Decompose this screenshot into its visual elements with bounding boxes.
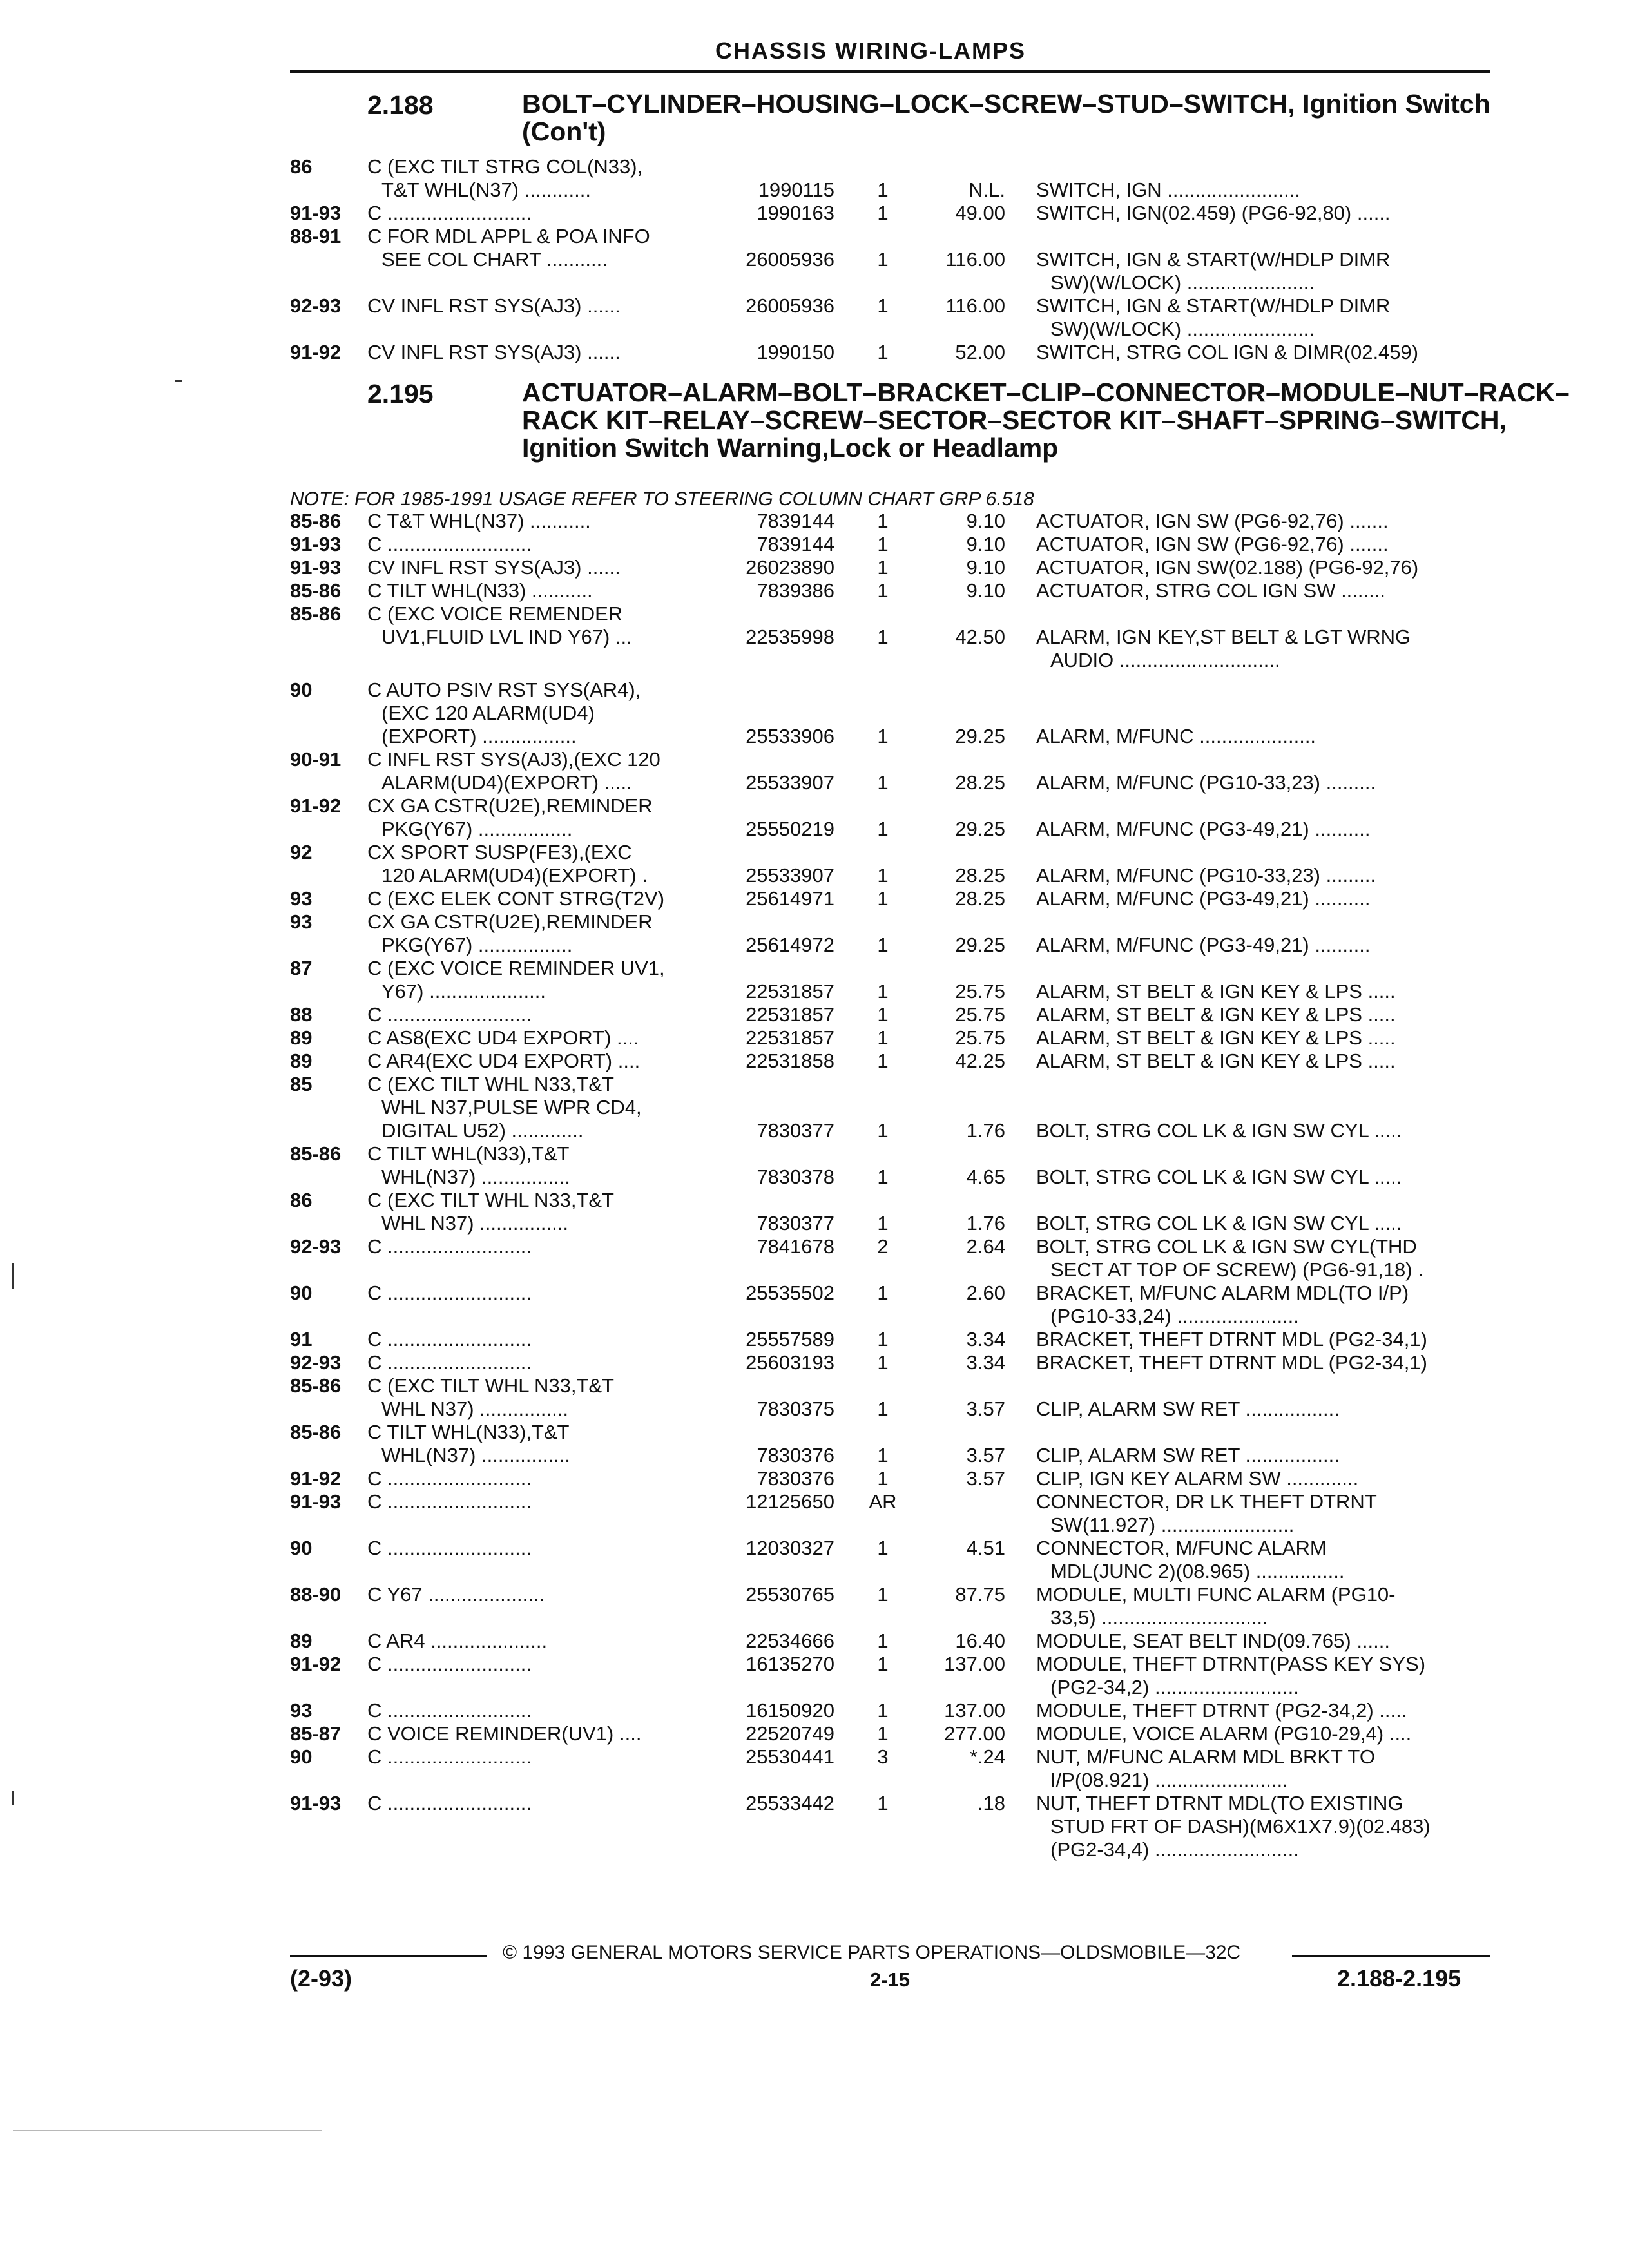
row-model-year: 91-93 xyxy=(290,202,342,224)
row-part-name-continued: I/P(08.921) ........................ xyxy=(1050,1769,1288,1791)
row-price: 52.00 xyxy=(955,341,1005,363)
row-part-number: 22531857 xyxy=(746,1003,834,1026)
row-quantity: 1 xyxy=(877,1282,889,1304)
row-model-year: 85-86 xyxy=(290,510,342,532)
row-part-number: 22531858 xyxy=(746,1050,834,1072)
row-price: 137.00 xyxy=(944,1699,1005,1722)
page-header-title: CHASSIS WIRING-LAMPS xyxy=(715,37,1027,64)
row-quantity: 1 xyxy=(877,626,889,648)
row-usage: CV INFL RST SYS(AJ3) ...... xyxy=(367,341,621,363)
row-model-year: 91-92 xyxy=(290,794,342,817)
row-quantity: 1 xyxy=(877,294,889,317)
scan-mark xyxy=(12,1791,14,1805)
row-part-name: ACTUATOR, IGN SW(02.188) (PG6-92,76) xyxy=(1036,556,1419,579)
row-part-number: 25614971 xyxy=(746,887,834,910)
row-usage: C .......................... xyxy=(367,1490,532,1513)
row-usage-continued: PKG(Y67) ................. xyxy=(381,934,573,956)
row-price: 25.75 xyxy=(955,1026,1005,1049)
row-part-number: 12125650 xyxy=(746,1490,834,1513)
row-quantity: 1 xyxy=(877,510,889,532)
row-part-number: 7830376 xyxy=(757,1444,834,1466)
row-part-name-continued: (PG2-34,4) .......................... xyxy=(1050,1838,1299,1861)
row-model-year: 90 xyxy=(290,678,313,701)
scan-mark xyxy=(175,380,182,382)
row-usage: C .......................... xyxy=(367,1351,532,1374)
row-usage-continued: Y67) ..................... xyxy=(381,980,546,1003)
row-quantity: 1 xyxy=(877,1722,889,1745)
row-quantity: 1 xyxy=(877,1212,889,1235)
row-usage-continued: UV1,FLUID LVL IND Y67) ... xyxy=(381,626,632,648)
row-price: 3.34 xyxy=(966,1328,1005,1350)
row-part-name-continued: STUD FRT OF DASH)(M6X1X7.9)(02.483) xyxy=(1050,1815,1431,1838)
row-part-name: NUT, M/FUNC ALARM MDL BRKT TO xyxy=(1036,1745,1375,1768)
row-model-year: 91-93 xyxy=(290,556,342,579)
row-part-number: 22531857 xyxy=(746,1026,834,1049)
footer-section-range: 2.188-2.195 xyxy=(1337,1965,1461,1992)
row-part-name: BOLT, STRG COL LK & IGN SW CYL(THD xyxy=(1036,1235,1417,1258)
row-part-number: 7839144 xyxy=(757,533,834,555)
row-part-number: 7830375 xyxy=(757,1398,834,1420)
row-price: 87.75 xyxy=(955,1583,1005,1606)
scan-mark xyxy=(12,1263,14,1289)
row-part-name: MODULE, THEFT DTRNT (PG2-34,2) ..... xyxy=(1036,1699,1407,1722)
row-price: 4.51 xyxy=(966,1537,1005,1559)
row-usage: C (EXC TILT STRG COL(N33), xyxy=(367,155,643,178)
row-part-number: 25557589 xyxy=(746,1328,834,1350)
row-usage: C .......................... xyxy=(367,1003,532,1026)
row-part-number: 16150920 xyxy=(746,1699,834,1722)
row-usage: C AS8(EXC UD4 EXPORT) .... xyxy=(367,1026,639,1049)
row-quantity: 2 xyxy=(877,1235,889,1258)
row-price: 116.00 xyxy=(945,294,1005,317)
row-model-year: 85-86 xyxy=(290,602,342,625)
row-quantity: 1 xyxy=(877,1166,889,1188)
row-price: *.24 xyxy=(969,1745,1005,1768)
row-quantity: 1 xyxy=(877,887,889,910)
row-price: 1.76 xyxy=(966,1119,1005,1142)
row-part-number: 1990115 xyxy=(758,178,834,201)
row-price: 29.25 xyxy=(955,725,1005,747)
row-model-year: 90-91 xyxy=(290,748,342,771)
row-quantity: 1 xyxy=(877,1467,889,1490)
row-part-name: ACTUATOR, IGN SW (PG6-92,76) ....... xyxy=(1036,510,1389,532)
row-usage: C .......................... xyxy=(367,1792,532,1814)
row-usage: CX SPORT SUSP(FE3),(EXC xyxy=(367,841,632,863)
row-part-number: 7830377 xyxy=(757,1212,834,1235)
row-quantity: 1 xyxy=(877,1792,889,1814)
row-part-name: ALARM, ST BELT & IGN KEY & LPS ..... xyxy=(1036,980,1396,1003)
row-usage-continued: WHL(N37) ................ xyxy=(381,1444,570,1466)
row-usage: CX GA CSTR(U2E),REMINDER xyxy=(367,910,653,933)
row-model-year: 91-93 xyxy=(290,533,342,555)
row-model-year: 90 xyxy=(290,1537,313,1559)
row-quantity: 1 xyxy=(877,818,889,840)
row-quantity: 1 xyxy=(877,341,889,363)
row-price: 3.57 xyxy=(966,1444,1005,1466)
row-price: 9.10 xyxy=(966,510,1005,532)
row-quantity: 1 xyxy=(877,1351,889,1374)
row-part-name: SWITCH, IGN & START(W/HDLP DIMR xyxy=(1036,294,1391,317)
row-model-year: 85-87 xyxy=(290,1722,342,1745)
row-usage-continued: T&T WHL(N37) ............ xyxy=(381,178,591,201)
row-price: 28.25 xyxy=(955,887,1005,910)
row-usage-continued: ALARM(UD4)(EXPORT) ..... xyxy=(381,771,632,794)
row-price: 9.10 xyxy=(966,579,1005,602)
row-usage-continued: 120 ALARM(UD4)(EXPORT) . xyxy=(381,864,648,887)
row-model-year: 86 xyxy=(290,1189,313,1211)
row-part-name: BOLT, STRG COL LK & IGN SW CYL ..... xyxy=(1036,1212,1402,1235)
row-part-number: 25550219 xyxy=(746,818,834,840)
row-part-name: ALARM, M/FUNC (PG3-49,21) .......... xyxy=(1036,887,1371,910)
row-model-year: 85-86 xyxy=(290,579,342,602)
section-number: 2.188 xyxy=(367,90,434,120)
row-usage: CV INFL RST SYS(AJ3) ...... xyxy=(367,556,621,579)
row-price: 29.25 xyxy=(955,934,1005,956)
row-part-number: 7830377 xyxy=(757,1119,834,1142)
row-part-number: 1990163 xyxy=(757,202,834,224)
row-part-number: 25533442 xyxy=(746,1792,834,1814)
row-model-year: 90 xyxy=(290,1282,313,1304)
row-quantity: 1 xyxy=(877,864,889,887)
row-part-name: MODULE, VOICE ALARM (PG10-29,4) .... xyxy=(1036,1722,1412,1745)
row-quantity: 1 xyxy=(877,1003,889,1026)
row-usage-continued: WHL N37,PULSE WPR CD4, xyxy=(381,1096,642,1119)
row-part-name: ACTUATOR, IGN SW (PG6-92,76) ....... xyxy=(1036,533,1389,555)
row-part-name-continued: AUDIO ............................. xyxy=(1050,649,1280,671)
row-usage: C .......................... xyxy=(367,1537,532,1559)
row-quantity: 1 xyxy=(877,1583,889,1606)
scan-mark xyxy=(13,2130,322,2131)
row-part-number: 22520749 xyxy=(746,1722,834,1745)
row-part-number: 7830378 xyxy=(757,1166,834,1188)
row-usage: C .......................... xyxy=(367,1699,532,1722)
row-part-number: 7839144 xyxy=(757,510,834,532)
row-part-name: MODULE, MULTI FUNC ALARM (PG10- xyxy=(1036,1583,1396,1606)
row-part-name: ACTUATOR, STRG COL IGN SW ........ xyxy=(1036,579,1385,602)
row-usage: C .......................... xyxy=(367,1653,532,1675)
row-part-number: 26005936 xyxy=(746,248,834,271)
footer-copyright: © 1993 GENERAL MOTORS SERVICE PARTS OPERATIONS—OLDSMOBILE—32C xyxy=(503,1942,1241,1963)
row-usage: C .......................... xyxy=(367,1282,532,1304)
row-quantity: 1 xyxy=(877,771,889,794)
row-part-number: 25530441 xyxy=(746,1745,834,1768)
row-quantity: 1 xyxy=(877,1699,889,1722)
row-part-name-continued: 33,5) .............................. xyxy=(1050,1606,1268,1629)
usage-note: NOTE: FOR 1985-1991 USAGE REFER TO STEERING COLUMN CHART GRP 6.518 xyxy=(290,488,1034,510)
row-model-year: 89 xyxy=(290,1629,313,1652)
row-price: 116.00 xyxy=(945,248,1005,271)
row-model-year: 91-93 xyxy=(290,1792,342,1814)
section-number: 2.195 xyxy=(367,379,434,408)
row-model-year: 88-91 xyxy=(290,225,342,247)
row-quantity: 1 xyxy=(877,1050,889,1072)
row-part-number: 25530765 xyxy=(746,1583,834,1606)
row-usage: C TILT WHL(N33),T&T xyxy=(367,1142,570,1165)
row-part-name: CONNECTOR, M/FUNC ALARM xyxy=(1036,1537,1327,1559)
row-quantity: 1 xyxy=(877,1026,889,1049)
row-usage: C T&T WHL(N37) ........... xyxy=(367,510,591,532)
row-usage: C AR4(EXC UD4 EXPORT) .... xyxy=(367,1050,641,1072)
row-price: 25.75 xyxy=(955,980,1005,1003)
row-usage: C (EXC TILT WHL N33,T&T xyxy=(367,1374,614,1397)
row-usage: C AUTO PSIV RST SYS(AR4), xyxy=(367,678,641,701)
row-part-name-continued: (PG2-34,2) .......................... xyxy=(1050,1676,1299,1698)
row-model-year: 91-92 xyxy=(290,1653,342,1675)
row-price: 277.00 xyxy=(944,1722,1005,1745)
row-price: 1.76 xyxy=(966,1212,1005,1235)
row-part-name: ALARM, M/FUNC (PG3-49,21) .......... xyxy=(1036,934,1371,956)
row-model-year: 85-86 xyxy=(290,1374,342,1397)
row-quantity: 1 xyxy=(877,725,889,747)
row-usage: C VOICE REMINDER(UV1) .... xyxy=(367,1722,642,1745)
row-usage: C .......................... xyxy=(367,1467,532,1490)
row-usage: C .......................... xyxy=(367,1745,532,1768)
row-model-year: 89 xyxy=(290,1026,313,1049)
row-price: 28.25 xyxy=(955,771,1005,794)
footer-rule-left xyxy=(290,1955,487,1957)
section-title: ACTUATOR–ALARM–BOLT–BRACKET–CLIP–CONNECTOR–MODULE–NUT–RACK–RACK KIT–RELAY–SCREW–SECTOR–SECTOR KIT–SHAFT–SPRING–SWITCH, Ignition Switch Warning,Lock or Headlamp xyxy=(522,378,1570,463)
row-price: 3.57 xyxy=(966,1467,1005,1490)
row-usage: C FOR MDL APPL & POA INFO xyxy=(367,225,650,247)
row-part-name-continued: SW)(W/LOCK) ....................... xyxy=(1050,318,1315,340)
row-model-year: 92-93 xyxy=(290,1235,342,1258)
row-model-year: 91-92 xyxy=(290,341,342,363)
row-usage-continued: (EXPORT) ................. xyxy=(381,725,577,747)
row-usage: C (EXC VOICE REMINDER UV1, xyxy=(367,957,665,979)
row-part-name: CLIP, ALARM SW RET ................. xyxy=(1036,1398,1340,1420)
row-quantity: 1 xyxy=(877,1444,889,1466)
row-model-year: 85-86 xyxy=(290,1142,342,1165)
row-part-name-continued: (PG10-33,24) ...................... xyxy=(1050,1305,1299,1327)
row-usage: C TILT WHL(N33) ........... xyxy=(367,579,593,602)
row-part-name: ALARM, IGN KEY,ST BELT & LGT WRNG xyxy=(1036,626,1411,648)
row-usage: C (EXC ELEK CONT STRG(T2V) xyxy=(367,887,665,910)
row-price: .18 xyxy=(977,1792,1005,1814)
row-part-name: BOLT, STRG COL LK & IGN SW CYL ..... xyxy=(1036,1119,1402,1142)
row-part-number: 25535502 xyxy=(746,1282,834,1304)
row-part-name: CONNECTOR, DR LK THEFT DTRNT xyxy=(1036,1490,1377,1513)
row-quantity: 1 xyxy=(877,556,889,579)
row-part-number: 7830376 xyxy=(757,1467,834,1490)
row-part-name-continued: SW(11.927) ........................ xyxy=(1050,1514,1295,1536)
row-model-year: 93 xyxy=(290,887,313,910)
row-usage: C (EXC VOICE REMENDER xyxy=(367,602,623,625)
row-price: 3.57 xyxy=(966,1398,1005,1420)
row-quantity: 1 xyxy=(877,1537,889,1559)
row-usage: C TILT WHL(N33),T&T xyxy=(367,1421,570,1443)
row-usage: CV INFL RST SYS(AJ3) ...... xyxy=(367,294,621,317)
row-usage-continued: (EXC 120 ALARM(UD4) xyxy=(381,702,595,724)
row-part-name: SWITCH, IGN & START(W/HDLP DIMR xyxy=(1036,248,1391,271)
row-model-year: 90 xyxy=(290,1745,313,1768)
row-model-year: 89 xyxy=(290,1050,313,1072)
row-part-number: 25603193 xyxy=(746,1351,834,1374)
row-part-number: 26005936 xyxy=(746,294,834,317)
row-price: 42.25 xyxy=(955,1050,1005,1072)
row-part-name: BRACKET, M/FUNC ALARM MDL(TO I/P) xyxy=(1036,1282,1409,1304)
row-part-number: 12030327 xyxy=(746,1537,834,1559)
row-price: 4.65 xyxy=(966,1166,1005,1188)
row-model-year: 92-93 xyxy=(290,1351,342,1374)
row-usage-continued: SEE COL CHART ........... xyxy=(381,248,608,271)
row-usage: C AR4 ..................... xyxy=(367,1629,548,1652)
row-part-name-continued: SW)(W/LOCK) ....................... xyxy=(1050,271,1315,294)
row-part-number: 25533907 xyxy=(746,771,834,794)
row-price: 9.10 xyxy=(966,533,1005,555)
row-quantity: 1 xyxy=(877,1328,889,1350)
row-part-name-continued: SECT AT TOP OF SCREW) (PG6-91,18) . xyxy=(1050,1258,1423,1281)
row-quantity: 1 xyxy=(877,202,889,224)
row-part-name: ALARM, M/FUNC (PG3-49,21) .......... xyxy=(1036,818,1371,840)
row-model-year: 85 xyxy=(290,1073,313,1095)
row-quantity: 1 xyxy=(877,248,889,271)
row-usage: CX GA CSTR(U2E),REMINDER xyxy=(367,794,653,817)
row-part-name: ALARM, M/FUNC (PG10-33,23) ......... xyxy=(1036,771,1376,794)
row-price: 9.10 xyxy=(966,556,1005,579)
row-price: 42.50 xyxy=(955,626,1005,648)
row-model-year: 85-86 xyxy=(290,1421,342,1443)
row-part-number: 16135270 xyxy=(746,1653,834,1675)
row-part-name: ALARM, ST BELT & IGN KEY & LPS ..... xyxy=(1036,1050,1396,1072)
footer-date-code: (2-93) xyxy=(290,1965,352,1992)
row-model-year: 91 xyxy=(290,1328,313,1350)
row-price: 2.64 xyxy=(966,1235,1005,1258)
row-usage: C INFL RST SYS(AJ3),(EXC 120 xyxy=(367,748,660,771)
row-usage: C .......................... xyxy=(367,533,532,555)
row-price: 137.00 xyxy=(944,1653,1005,1675)
section-title: BOLT–CYLINDER–HOUSING–LOCK–SCREW–STUD–SWITCH, Ignition Switch (Con't) xyxy=(522,89,1490,146)
row-usage: C Y67 ..................... xyxy=(367,1583,545,1606)
row-part-name-continued: MDL(JUNC 2)(08.965) ................ xyxy=(1050,1560,1345,1582)
row-part-number: 26023890 xyxy=(746,556,834,579)
row-part-name: SWITCH, STRG COL IGN & DIMR(02.459) xyxy=(1036,341,1419,363)
row-price: 28.25 xyxy=(955,864,1005,887)
row-usage-continued: WHL N37) ................ xyxy=(381,1212,568,1235)
row-price: 2.60 xyxy=(966,1282,1005,1304)
row-quantity: AR xyxy=(869,1490,897,1513)
row-usage-continued: WHL N37) ................ xyxy=(381,1398,568,1420)
row-usage-continued: DIGITAL U52) ............. xyxy=(381,1119,584,1142)
row-part-name: ALARM, M/FUNC (PG10-33,23) ......... xyxy=(1036,864,1376,887)
row-model-year: 92 xyxy=(290,841,313,863)
row-model-year: 93 xyxy=(290,910,313,933)
row-quantity: 1 xyxy=(877,934,889,956)
row-usage: C (EXC TILT WHL N33,T&T xyxy=(367,1189,614,1211)
row-part-number: 22531857 xyxy=(746,980,834,1003)
row-part-number: 25533906 xyxy=(746,725,834,747)
footer-page-number: 2-15 xyxy=(870,1968,911,1991)
row-part-name: ALARM, M/FUNC ..................... xyxy=(1036,725,1316,747)
row-part-number: 7841678 xyxy=(757,1235,834,1258)
row-part-name: BRACKET, THEFT DTRNT MDL (PG2-34,1) xyxy=(1036,1328,1427,1350)
row-quantity: 1 xyxy=(877,533,889,555)
row-price: N.L. xyxy=(969,178,1005,201)
row-part-name: MODULE, THEFT DTRNT(PASS KEY SYS) xyxy=(1036,1653,1426,1675)
row-model-year: 88 xyxy=(290,1003,313,1026)
row-part-name: MODULE, SEAT BELT IND(09.765) ...... xyxy=(1036,1629,1390,1652)
row-quantity: 1 xyxy=(877,980,889,1003)
row-price: 29.25 xyxy=(955,818,1005,840)
row-part-number: 1990150 xyxy=(757,341,834,363)
row-model-year: 92-93 xyxy=(290,294,342,317)
row-part-name: CLIP, ALARM SW RET ................. xyxy=(1036,1444,1340,1466)
row-part-number: 7839386 xyxy=(757,579,834,602)
row-quantity: 1 xyxy=(877,178,889,201)
row-usage: C .......................... xyxy=(367,202,532,224)
row-usage-continued: PKG(Y67) ................. xyxy=(381,818,573,840)
row-model-year: 93 xyxy=(290,1699,313,1722)
row-price: 16.40 xyxy=(955,1629,1005,1652)
row-price: 3.34 xyxy=(966,1351,1005,1374)
row-part-number: 22534666 xyxy=(746,1629,834,1652)
row-usage: C (EXC TILT WHL N33,T&T xyxy=(367,1073,614,1095)
row-quantity: 1 xyxy=(877,1629,889,1652)
row-part-number: 22535998 xyxy=(746,626,834,648)
row-quantity: 1 xyxy=(877,579,889,602)
row-usage-continued: WHL(N37) ................ xyxy=(381,1166,570,1188)
row-usage: C .......................... xyxy=(367,1235,532,1258)
row-quantity: 1 xyxy=(877,1119,889,1142)
row-part-number: 25533907 xyxy=(746,864,834,887)
row-price: 25.75 xyxy=(955,1003,1005,1026)
row-quantity: 3 xyxy=(877,1745,889,1768)
row-quantity: 1 xyxy=(877,1398,889,1420)
row-part-name: BRACKET, THEFT DTRNT MDL (PG2-34,1) xyxy=(1036,1351,1427,1374)
row-part-name: SWITCH, IGN ........................ xyxy=(1036,178,1300,201)
row-part-name: ALARM, ST BELT & IGN KEY & LPS ..... xyxy=(1036,1003,1396,1026)
row-part-name: CLIP, IGN KEY ALARM SW ............. xyxy=(1036,1467,1359,1490)
footer-rule-right xyxy=(1292,1955,1490,1957)
row-model-year: 88-90 xyxy=(290,1583,342,1606)
row-part-name: SWITCH, IGN(02.459) (PG6-92,80) ...... xyxy=(1036,202,1391,224)
row-model-year: 87 xyxy=(290,957,313,979)
row-part-name: NUT, THEFT DTRNT MDL(TO EXISTING xyxy=(1036,1792,1403,1814)
row-part-name: ALARM, ST BELT & IGN KEY & LPS ..... xyxy=(1036,1026,1396,1049)
row-model-year: 91-93 xyxy=(290,1490,342,1513)
row-usage: C .......................... xyxy=(367,1328,532,1350)
row-model-year: 86 xyxy=(290,155,313,178)
row-part-name: BOLT, STRG COL LK & IGN SW CYL ..... xyxy=(1036,1166,1402,1188)
row-part-number: 25614972 xyxy=(746,934,834,956)
row-model-year: 91-92 xyxy=(290,1467,342,1490)
row-quantity: 1 xyxy=(877,1653,889,1675)
row-price: 49.00 xyxy=(955,202,1005,224)
